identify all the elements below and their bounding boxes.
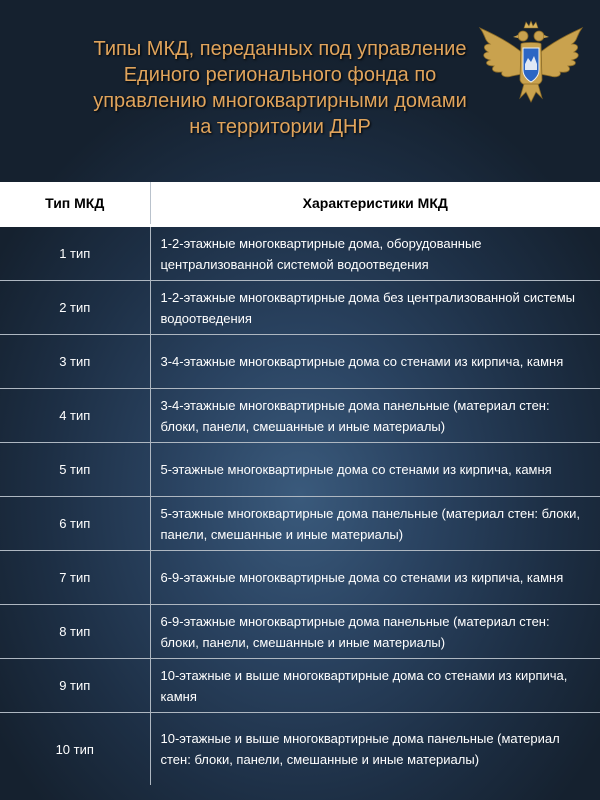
cell-type: 4 тип: [0, 389, 150, 443]
cell-type: 5 тип: [0, 443, 150, 497]
table-row: [0, 605, 600, 659]
cell-type: 8 тип: [0, 605, 150, 659]
cell-type: 7 тип: [0, 551, 150, 605]
cell-description: 10-этажные и выше многоквартирные дома со стенами из кирпича, камня: [150, 659, 600, 713]
title-line-2: Единого регионального фонда по: [123, 64, 437, 86]
cell-type: 2 тип: [0, 281, 150, 335]
cell-description: 6-9-этажные многоквартирные дома панельные (материал стен: блоки, панели, смешанные и иные материалы): [150, 605, 600, 659]
cell-description: 5-этажные многоквартирные дома со стенами из кирпича, камня: [150, 443, 600, 497]
mkd-types-table: [0, 182, 600, 785]
header-characteristics: Характеристики МКД: [150, 182, 600, 226]
title-line-1: Типы МКД, переданных под управление: [93, 38, 467, 60]
dpr-coat-of-arms-icon: [476, 18, 586, 118]
table-row: [0, 281, 600, 335]
cell-type: 9 тип: [0, 659, 150, 713]
table-header-row: [0, 182, 600, 226]
cell-description: 5-этажные многоквартирные дома панельные (материал стен: блоки, панели, смешанные и иные материалы): [150, 497, 600, 551]
cell-description: 6-9-этажные многоквартирные дома со стенами из кирпича, камня: [150, 551, 600, 605]
table-row: [0, 226, 600, 281]
title-line-3: управлению многоквартирными домами: [93, 90, 467, 112]
table-row: [0, 497, 600, 551]
cell-type: 10 тип: [55, 741, 94, 757]
table-row: [0, 443, 600, 497]
cell-description: 3-4-этажные многоквартирные дома со стенами из кирпича, камня: [150, 335, 600, 389]
cell-type: 3 тип: [0, 335, 150, 389]
table-row: [0, 335, 600, 389]
cell-description: 1-2-этажные многоквартирные дома, оборудованные централизованной системой водоотведения: [150, 226, 600, 281]
table-row: [0, 389, 600, 443]
cell-type: 6 тип: [0, 497, 150, 551]
title-line-4: на территории ДНР: [189, 116, 371, 138]
table-row: [0, 659, 600, 713]
cell-description: 10-этажные и выше многоквартирные дома панельные (материал стен: блоки, панели, смешанные и иные материалы): [150, 713, 600, 786]
title-area: [0, 0, 600, 182]
table-row: [0, 551, 600, 605]
cell-description: 1-2-этажные многоквартирные дома без централизованной системы водоотведения: [150, 281, 600, 335]
header-type: Тип МКД: [0, 182, 150, 226]
cell-description: 3-4-этажные многоквартирные дома панельные (материал стен: блоки, панели, смешанные и иные материалы): [150, 389, 600, 443]
cell-type: 1 тип: [0, 226, 150, 281]
page-title: [70, 36, 490, 140]
table-row: [0, 713, 600, 786]
